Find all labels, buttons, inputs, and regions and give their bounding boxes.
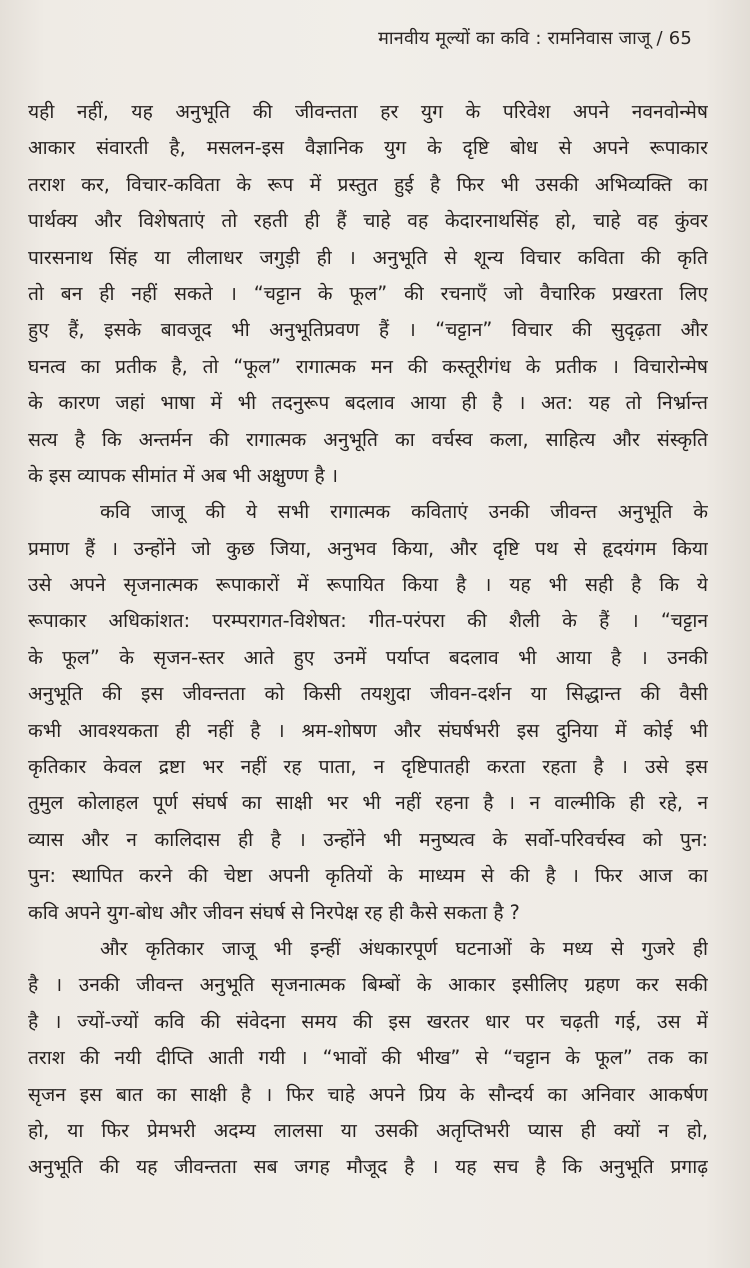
paragraph-1 (28, 94, 708, 494)
text-line: के कारण जहां भाषा में भी तदनुरूप बदलाव आया ही है । अत: यह तो निर्भ्रान्त (28, 391, 708, 415)
text-line: घनत्व का प्रतीक है, तो “फूल” रागात्मक मन की कस्तूरीगंध के प्रतीक । विचारोन्मेष (28, 354, 708, 378)
text-line: तराश कर, विचार-कविता के रूप में प्रस्तुत हुई है फिर भी उसकी अभिव्यक्ति का (28, 172, 708, 196)
text-line: यही नहीं, यह अनुभूति की जीवन्तता हर युग के परिवेश अपने नवनवोन्मेष (28, 100, 708, 123)
running-header: मानवीय मूल्यों का कवि : रामनिवास जाजू / 65 (378, 28, 692, 49)
text-line: रूपाकार अधिकांशत: परम्परागत-विशेषत: गीत-परंपरा की शैली के हैं । “चट्टान (28, 609, 708, 633)
text-line: कृतिकार केवल द्रष्टा भर नहीं रह पाता, न दृष्टिपातही करता रहता है । उसे इस (28, 755, 708, 779)
text-line: आकार संवारती है, मसलन-इस वैज्ञानिक युग के दृष्टि बोध से अपने रूपाकार (28, 136, 708, 160)
text-line: पारसनाथ सिंह या लीलाधर जगुड़ी ही । अनुभूति से शून्य विचार कविता की कृति (28, 245, 708, 269)
paragraph-2 (28, 494, 708, 931)
paragraph-3 (28, 931, 708, 1186)
text-line: है । ज्यों-ज्यों कवि की संवेदना समय की इस खरतर धार पर चढ़ती गई, उस में (28, 1009, 708, 1033)
text-line: अनुभूति की इस जीवन्तता को किसी तयशुदा जीवन-दर्शन या सिद्धान्त की वैसी (28, 682, 708, 706)
text-line: तराश की नयी दीप्ति आती गयी । “भावों की भीख” से “चट्टान के फूल” तक का (28, 1046, 708, 1070)
text-line: हो, या फिर प्रेमभरी अदम्य लालसा या उसकी अतृप्तिभरी प्यास ही क्यों न हो, (28, 1118, 708, 1142)
text-line: पुन: स्थापित करने की चेष्टा अपनी कृतियों के माध्यम से की है । फिर आज का (28, 864, 708, 888)
text-line: सृजन इस बात का साक्षी है । फिर चाहे अपने प्रिय के सौन्दर्य का अनिवार आकर्षण (28, 1082, 708, 1106)
text-line: सत्य है कि अन्तर्मन की रागात्मक अनुभूति का वर्चस्व कला, साहित्य और संस्कृति (28, 427, 708, 451)
text-line: कभी आवश्यकता ही नहीं है । श्रम-शोषण और संघर्षभरी इस दुनिया में कोई भी (28, 718, 708, 742)
text-line: के इस व्यापक सीमांत में अब भी अक्षुण्ण है । (28, 463, 339, 487)
text-line: के फूल” के सृजन-स्तर आते हुए उनमें पर्याप्त बदलाव भी आया है । उनकी (28, 645, 708, 669)
text-line: प्रमाण हैं । उन्होंने जो कुछ जिया, अनुभव किया, और दृष्टि पथ से हृदयंगम किया (28, 536, 708, 560)
text-line: और कृतिकार जाजू भी इन्हीं अंधकारपूर्ण घटनाओं के मध्य से गुजरे ही (100, 936, 708, 960)
text-line: कवि जाजू की ये सभी रागात्मक कविताएं उनकी जीवन्त अनुभूति के (100, 500, 708, 524)
text-line: पार्थक्य और विशेषताएं तो रहती ही हैं चाहे वह केदारनाथसिंह हो, चाहे वह कुंवर (28, 209, 708, 233)
text-line: तुमुल कोलाहल पूर्ण संघर्ष का साक्षी भर भी नहीं रहना है । न वाल्मीकि ही रहे, न (28, 791, 708, 815)
page-body (28, 94, 708, 1186)
text-line: उसे अपने सृजनात्मक रूपाकारों में रूपायित किया है । यह भी सही है कि ये (28, 573, 708, 597)
text-line: अनुभूति की यह जीवन्तता सब जगह मौजूद है । यह सच है कि अनुभूति प्रगाढ़ (28, 1155, 708, 1179)
text-line: है । उनकी जीवन्त अनुभूति सृजनात्मक बिम्बों के आकार इसीलिए ग्रहण कर सकी (28, 973, 708, 997)
text-line: हुए हैं, इसके बावजूद भी अनुभूतिप्रवण हैं । “चट्टान” विचार की सुदृढ़ता और (28, 318, 708, 342)
text-line: व्यास और न कालिदास ही है । उन्होंने भी मनुष्यत्व के सर्वो-परिवर्चस्व को पुन: (28, 827, 708, 851)
text-line: तो बन ही नहीं सकते । “चट्टान के फूल” की रचनाएँ जो वैचारिक प्रखरता लिए (28, 281, 708, 305)
text-line: कवि अपने युग-बोध और जीवन संघर्ष से निरपेक्ष रह ही कैसे सकता है ? (28, 900, 520, 924)
